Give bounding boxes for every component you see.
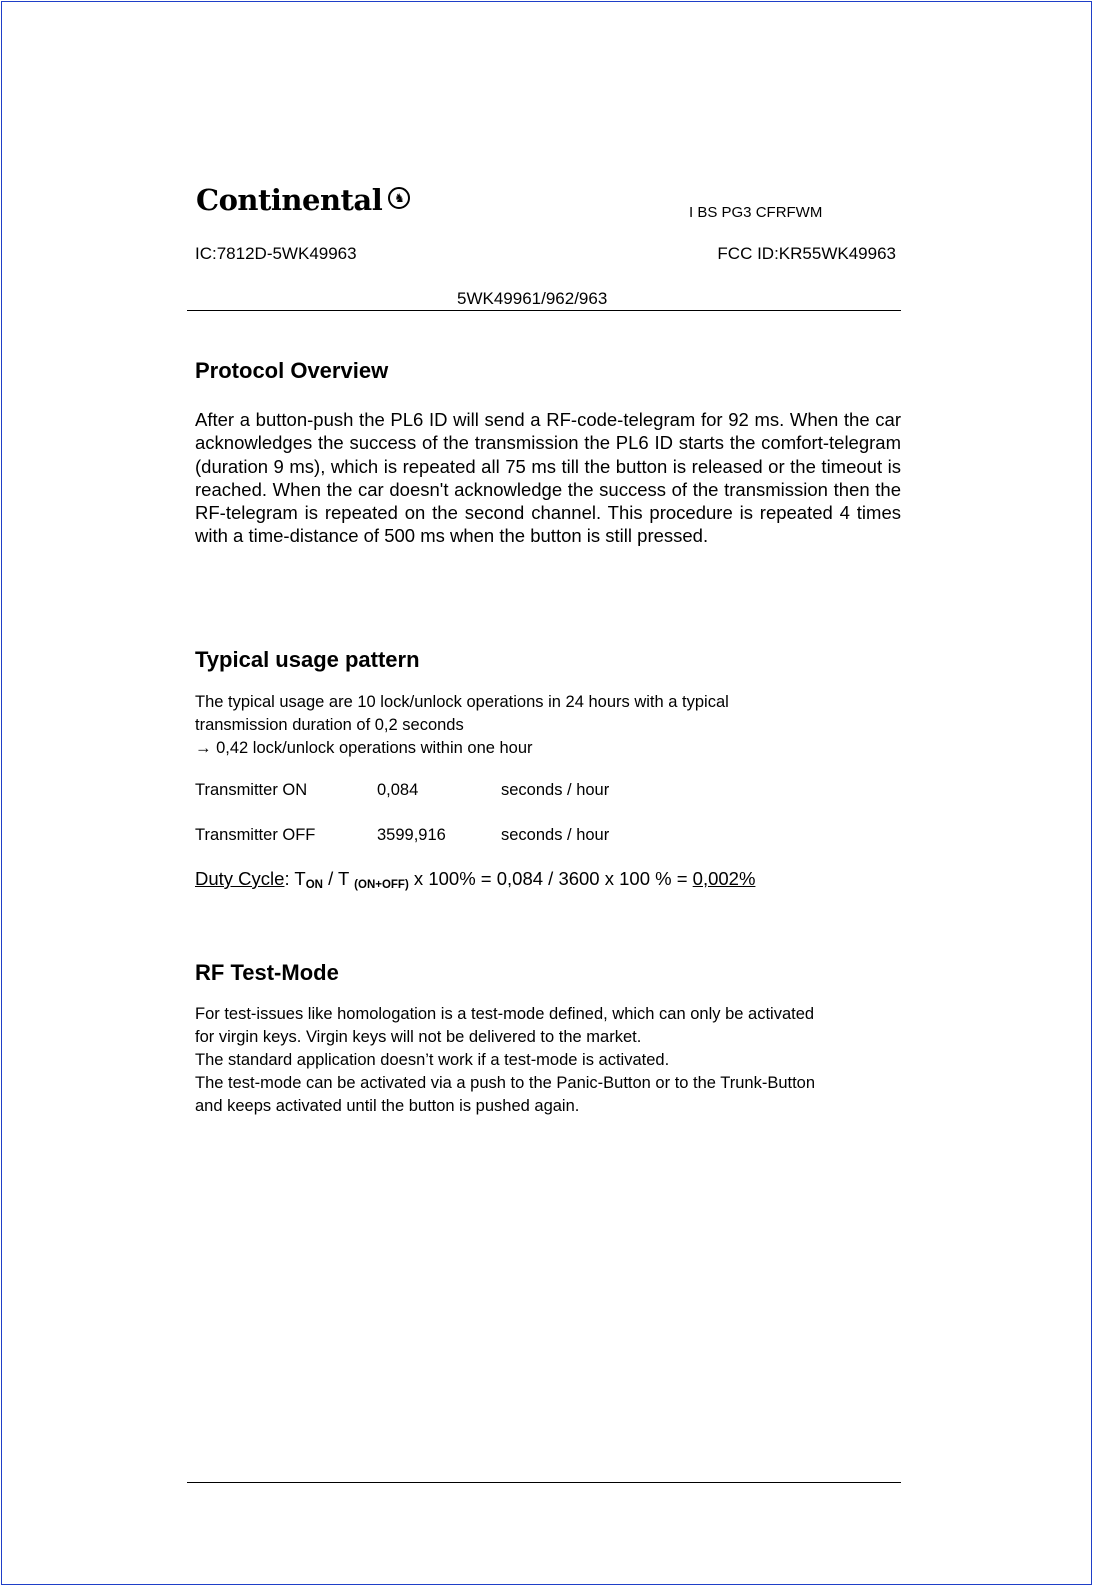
footer-divider <box>187 1482 901 1483</box>
usage-line-1: The typical usage are 10 lock/unlock operations in 24 hours with a typical <box>195 693 729 711</box>
duty-cycle-label: Duty Cycle <box>195 868 285 889</box>
testmode-line-2: for virgin keys. Virgin keys will not be delivered to the market. <box>195 1028 642 1046</box>
usage-line-2: transmission duration of 0,2 seconds <box>195 716 464 734</box>
t-total-sub: (ON+OFF) <box>354 879 409 891</box>
fcc-id: FCC ID:KR55WK49963 <box>717 244 896 263</box>
testmode-line-4: The test-mode can be activated via a push to the Panic-Button or to the Trunk-Button <box>195 1074 816 1092</box>
duty-cycle-formula: Duty Cycle: $T_{ON}$ / T $_{(ON+OFF)}$ x 100% = 0,084 / 3600 x 100 % = 0,002% <box>195 868 756 891</box>
t-on-sub: ON <box>305 879 323 891</box>
protocol-heading: Protocol Overview <box>195 358 389 383</box>
testmode-line-1: For test-issues like homologation is a test-mode defined, which can only be activated <box>195 1005 815 1023</box>
horse-emblem-icon: ♞ <box>388 187 410 209</box>
header-divider <box>187 310 901 311</box>
ic-id: IC:7812D-5WK49963 <box>195 244 357 263</box>
t-on: T <box>294 868 306 889</box>
testmode-line-5: and keeps activated until the button is pushed again. <box>195 1097 580 1115</box>
protocol-paragraph: After a button-push the PL6 ID will send a RF-code-telegram for 92 ms. When the car acknowledges the success of the transmission the PL6 ID starts the comfort-telegram (duration 9 ms), which is repeated all 75 ms till the button is released or the timeout is reached. When the car doesn't acknowledge the success of the transmission then the RF-telegram is repeated on the second channel. This procedure is repeated 4 times with a time-distance of 500 ms when the button is still pressed. <box>195 409 901 547</box>
department-code: I BS PG3 CFRFWM <box>689 204 823 221</box>
testmode-line-3: The standard application doesn’t work if a test-mode is activated. <box>195 1051 670 1069</box>
row-unit: seconds / hour <box>501 781 610 799</box>
usage-heading: Typical usage pattern <box>195 647 420 672</box>
logo-text: Continental <box>196 183 383 217</box>
row-value: 0,084 <box>377 781 419 799</box>
row-unit: seconds / hour <box>501 826 610 844</box>
duty-cycle-result: 0,002% <box>692 868 756 889</box>
testmode-heading: RF Test-Mode <box>195 960 339 985</box>
continental-logo <box>196 183 410 217</box>
row-value: 3599,916 <box>377 826 446 844</box>
row-label: Transmitter ON <box>195 781 308 799</box>
model-number: 5WK49961/962/963 <box>457 289 608 308</box>
row-label: Transmitter OFF <box>195 826 316 844</box>
usage-line-3: → 0,42 lock/unlock operations within one hour <box>195 739 533 757</box>
